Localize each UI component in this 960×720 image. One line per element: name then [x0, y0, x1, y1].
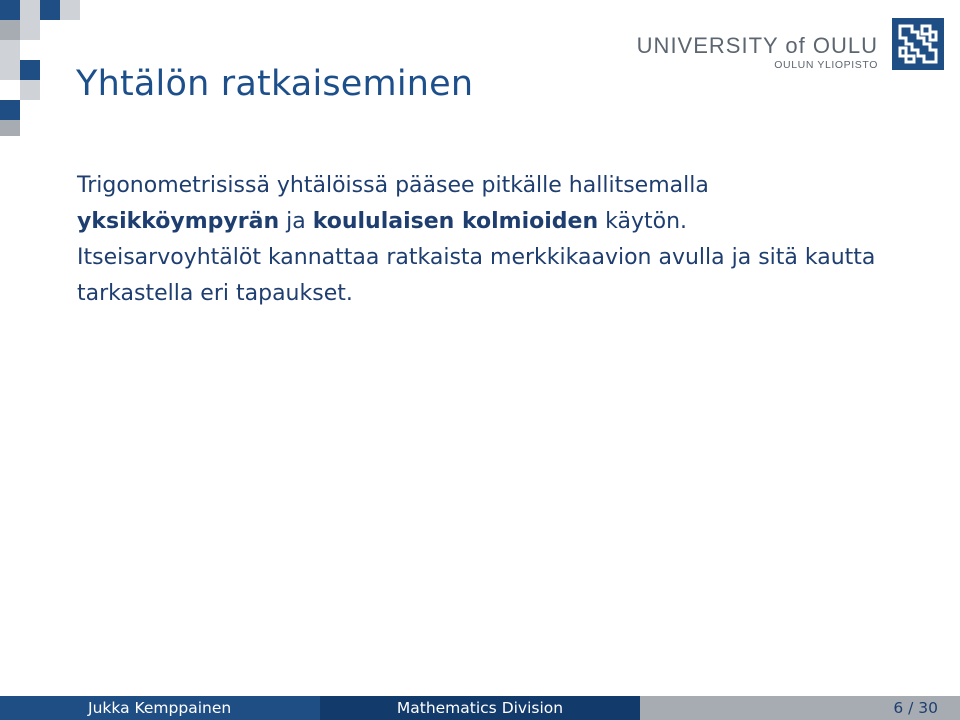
body-text-4: Itseisarvoyhtälöt kannattaa ratkaista merkkikaavion avulla ja sitä kautta tarkastella eri tapaukset.	[77, 245, 876, 306]
body-text-3: käytön.	[598, 209, 688, 234]
pattern-square	[0, 20, 20, 40]
university-logo	[637, 33, 878, 71]
footer-page-number: 6 / 30	[640, 696, 960, 720]
pattern-square	[60, 0, 80, 20]
pattern-square	[20, 0, 40, 20]
pattern-square	[0, 60, 20, 80]
logo-sub-text: OULUN YLIOPISTO	[774, 59, 878, 71]
pattern-square	[0, 0, 20, 20]
body-text-2: ja	[279, 209, 313, 234]
slide-body	[77, 168, 937, 312]
emphasis-unit-circle: yksikköympyrän	[77, 209, 280, 234]
footer-author: Jukka Kemppainen	[0, 696, 320, 720]
pattern-square	[0, 40, 20, 60]
logo-main-text: UNIVERSITY of OULU	[636, 33, 878, 58]
pattern-square	[0, 100, 20, 120]
emphasis-triangles: koululaisen kolmioiden	[312, 209, 599, 234]
slide-title: Yhtälön ratkaiseminen	[76, 64, 474, 104]
footer-bar	[0, 696, 960, 720]
pattern-square	[40, 0, 60, 20]
university-emblem-icon	[892, 18, 944, 70]
pattern-square	[20, 80, 40, 100]
footer-division: Mathematics Division	[320, 696, 640, 720]
pattern-square	[0, 120, 20, 136]
pattern-square	[20, 60, 40, 80]
pattern-square	[20, 20, 40, 40]
body-text-1: Trigonometrisissä yhtälöissä pääsee pitkälle hallitsemalla	[77, 173, 709, 198]
